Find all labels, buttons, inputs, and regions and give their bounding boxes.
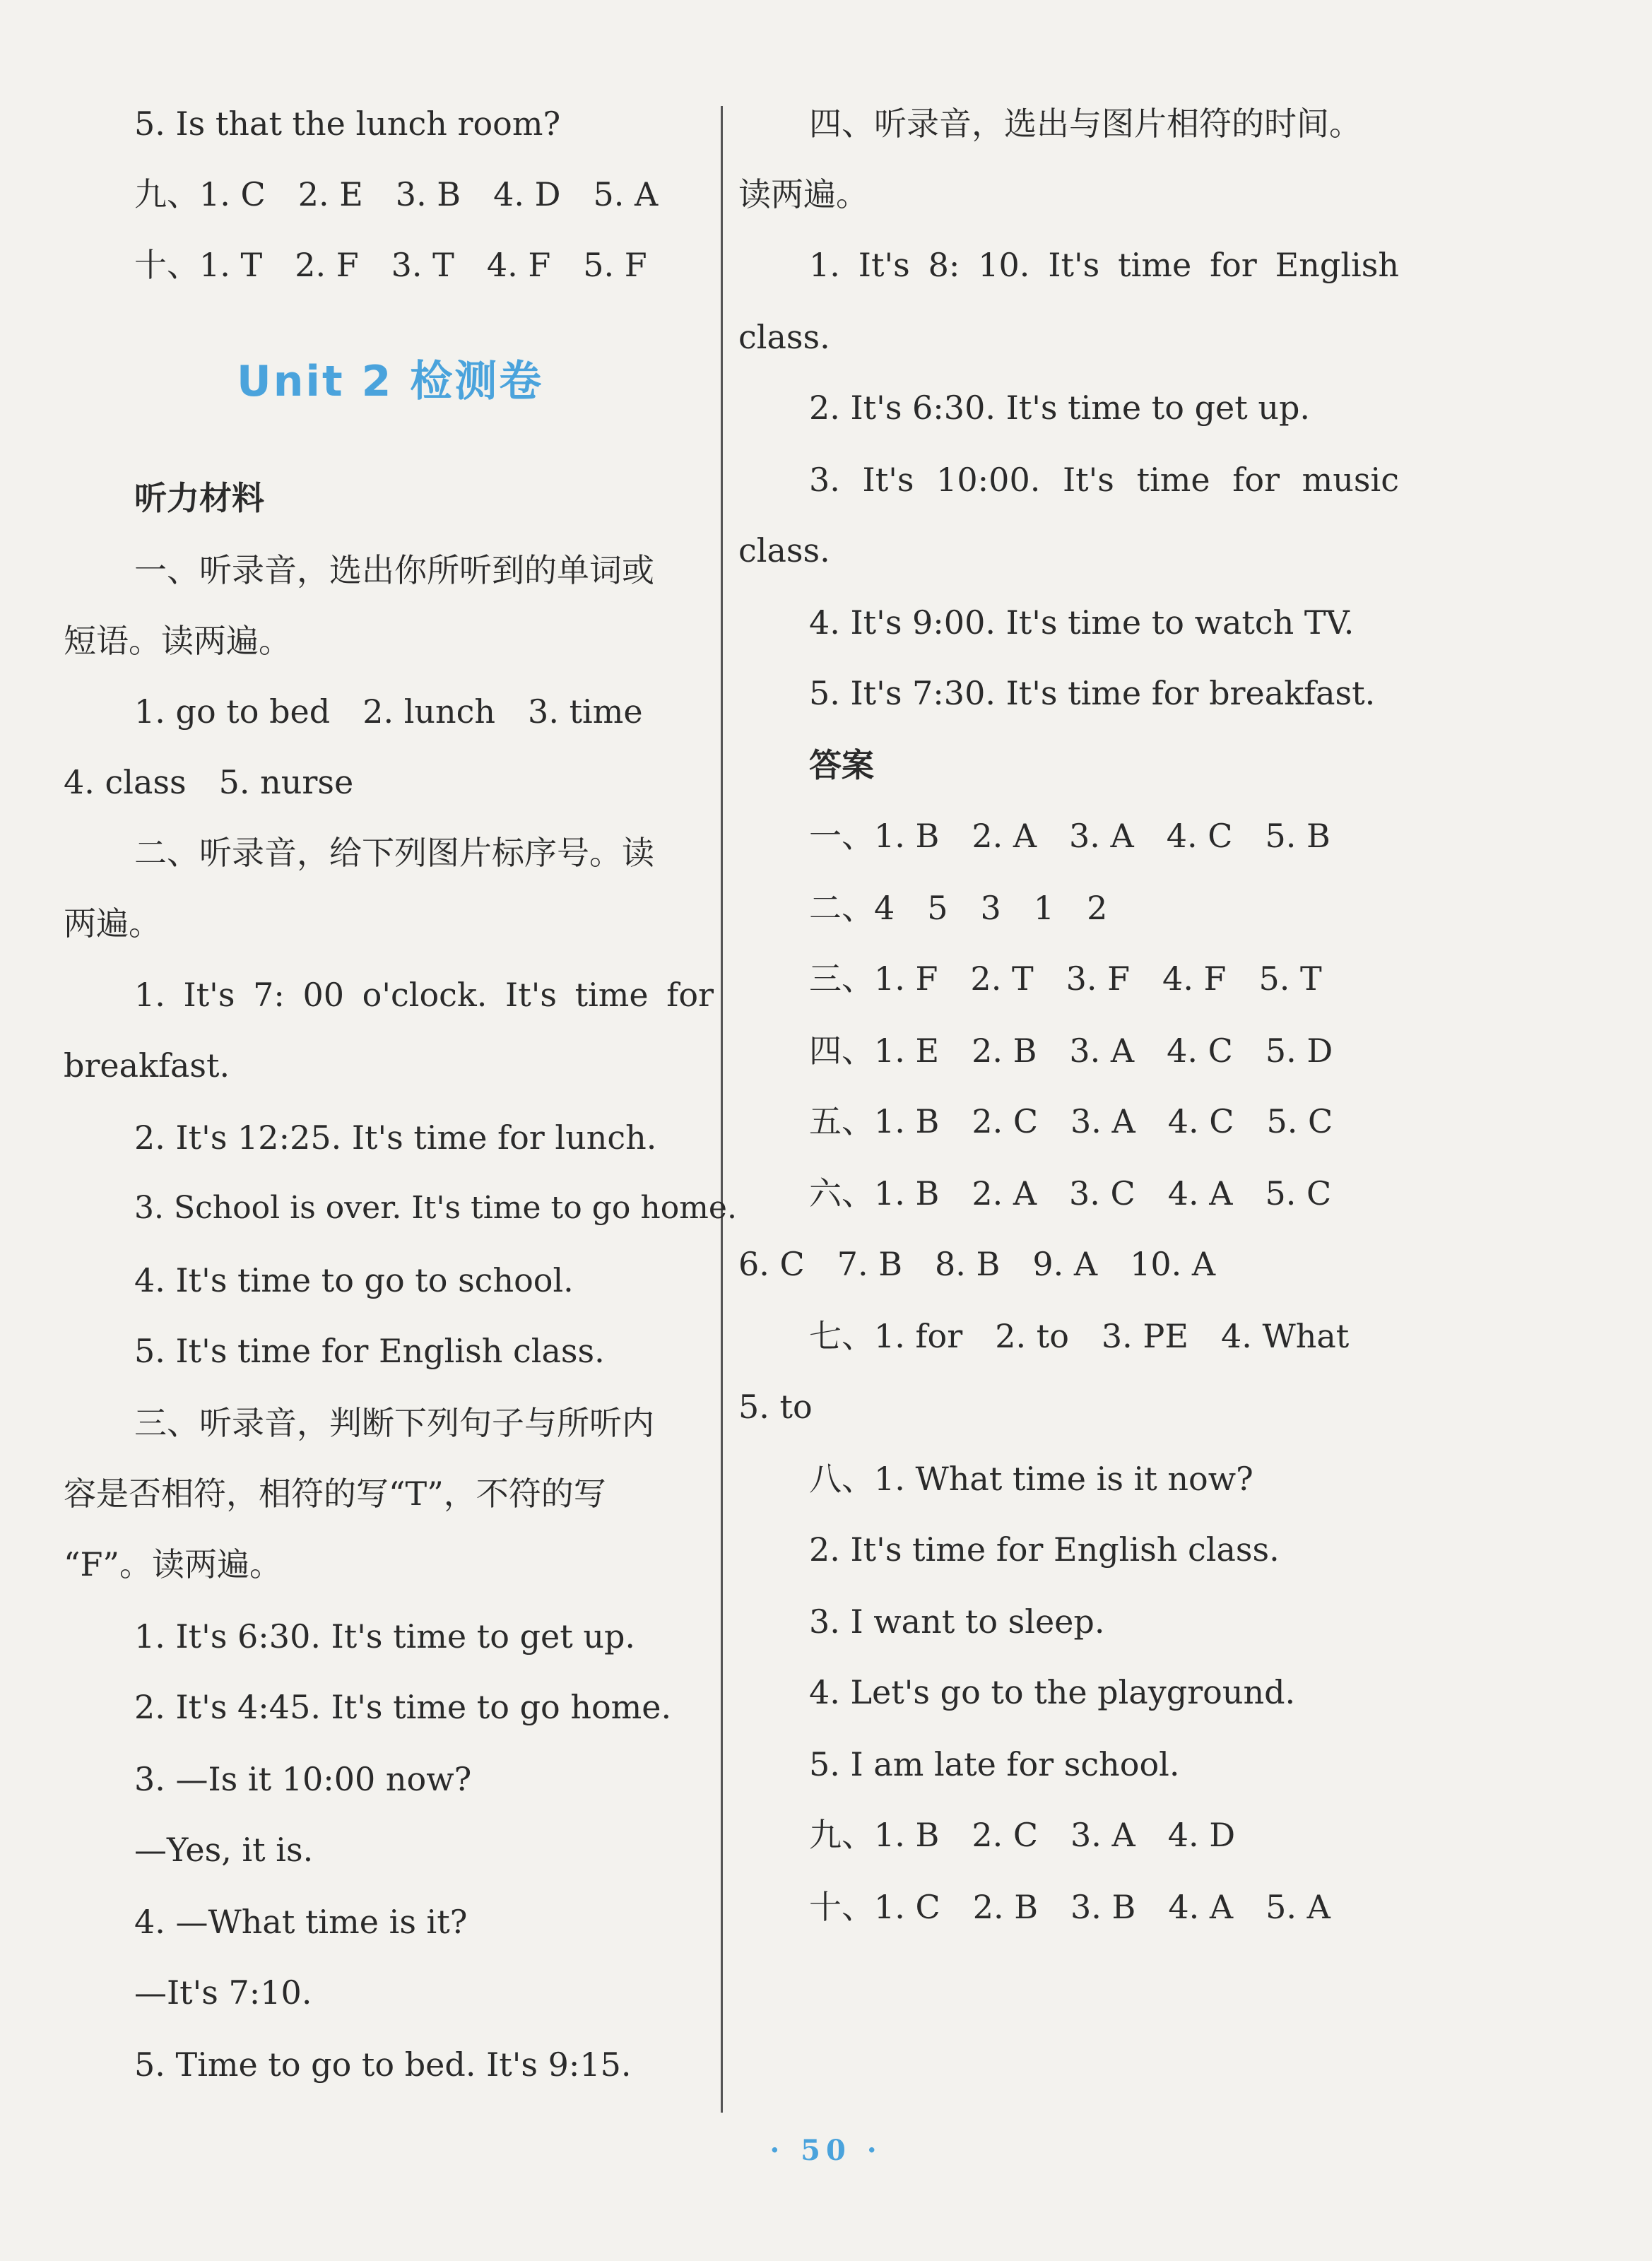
- text-line: 1. It's 8: 10. It's time for English: [809, 246, 1399, 284]
- text-line: 4. It's time to go to school.: [134, 1261, 574, 1299]
- answer-line: 四、1. E 2. B 3. A 4. C 5. D: [809, 1032, 1333, 1070]
- instruction-line: 三、听录音，判断下列句子与所听内: [134, 1404, 654, 1442]
- instruction-line: 短语。读两遍。: [64, 622, 291, 660]
- answer-line: 九、1. B 2. C 3. A 4. D: [809, 1816, 1236, 1854]
- text-line: —Yes, it is.: [134, 1831, 314, 1869]
- column-divider: [721, 106, 723, 2113]
- text-line: 2. It's 12:25. It's time for lunch.: [134, 1118, 657, 1157]
- answer-line: 三、1. F 2. T 3. F 4. F 5. T: [809, 960, 1322, 998]
- text-line: 5. I am late for school.: [809, 1745, 1180, 1783]
- text-line: 5. Time to go to bed. It's 9:15.: [134, 2045, 632, 2084]
- instruction-line: 读两遍。: [738, 175, 868, 213]
- text-line: 3. School is over. It's time to go home.: [134, 1190, 737, 1226]
- instruction-line: 四、听录音，选出与图片相符的时间。: [809, 105, 1362, 143]
- answer-line: 五、1. B 2. C 3. A 4. C 5. C: [809, 1102, 1333, 1140]
- answer-line: 六、1. B 2. A 3. C 4. A 5. C: [809, 1174, 1332, 1212]
- text-line: 3. I want to sleep.: [809, 1602, 1105, 1641]
- text-line: 3. It's 10:00. It's time for music: [809, 461, 1399, 499]
- text-line: 2. It's 6:30. It's time to get up.: [809, 389, 1311, 427]
- page-number: · 50 ·: [769, 2134, 883, 2167]
- answer-line: 九、1. C 2. E 3. B 4. D 5. A: [134, 175, 659, 213]
- answer-line: 二、4 5 3 1 2: [809, 889, 1108, 927]
- text-line: 1. go to bed 2. lunch 3. time: [134, 692, 643, 731]
- text-line: 1. It's 6:30. It's time to get up.: [134, 1617, 636, 1655]
- subheading: 听力材料: [134, 479, 264, 517]
- answer-line: 6. C 7. B 8. B 9. A 10. A: [738, 1245, 1216, 1283]
- answer-line: 一、1. B 2. A 3. A 4. C 5. B: [809, 817, 1331, 855]
- text-line: class.: [738, 318, 830, 356]
- text-line: 4. It's 9:00. It's time to watch TV.: [809, 603, 1355, 642]
- text-line: 2. It's time for English class.: [809, 1530, 1280, 1569]
- text-line: —It's 7:10.: [134, 1973, 312, 2012]
- text-line: 4. Let's go to the playground.: [809, 1673, 1296, 1711]
- text-line: 3. —Is it 10:00 now?: [134, 1760, 472, 1798]
- text-line: 4. class 5. nurse: [64, 763, 354, 801]
- answer-line: 八、1. What time is it now?: [809, 1460, 1253, 1498]
- subheading: 答案: [809, 746, 874, 784]
- answer-line: 七、1. for 2. to 3. PE 4. What: [809, 1317, 1350, 1355]
- instruction-line: 容是否相符，相符的写“T”，不符的写: [64, 1475, 606, 1513]
- text-line: 2. It's 4:45. It's time to go home.: [134, 1688, 672, 1726]
- text-line: breakfast.: [64, 1046, 230, 1085]
- text-line: 1. It's 7: 00 o'clock. It's time for: [134, 976, 714, 1014]
- instruction-line: 一、听录音，选出你所听到的单词或: [134, 551, 654, 589]
- answer-line: 十、1. T 2. F 3. T 4. F 5. F: [134, 246, 647, 284]
- text-line: 4. —What time is it?: [134, 1903, 468, 1941]
- answer-line: 5. to: [738, 1388, 813, 1426]
- section-heading: Unit 2 检测卷: [237, 357, 544, 406]
- text-line: 5. It's time for English class.: [134, 1332, 605, 1370]
- text-line: class.: [738, 531, 830, 569]
- text-line: 5. Is that the lunch room?: [134, 105, 561, 143]
- instruction-line: 两遍。: [64, 904, 161, 943]
- text-line: 5. It's 7:30. It's time for breakfast.: [809, 674, 1376, 712]
- answer-line: 十、1. C 2. B 3. B 4. A 5. A: [809, 1888, 1331, 1926]
- instruction-line: 二、听录音，给下列图片标序号。读: [134, 834, 654, 872]
- instruction-line: “F”。读两遍。: [64, 1545, 282, 1583]
